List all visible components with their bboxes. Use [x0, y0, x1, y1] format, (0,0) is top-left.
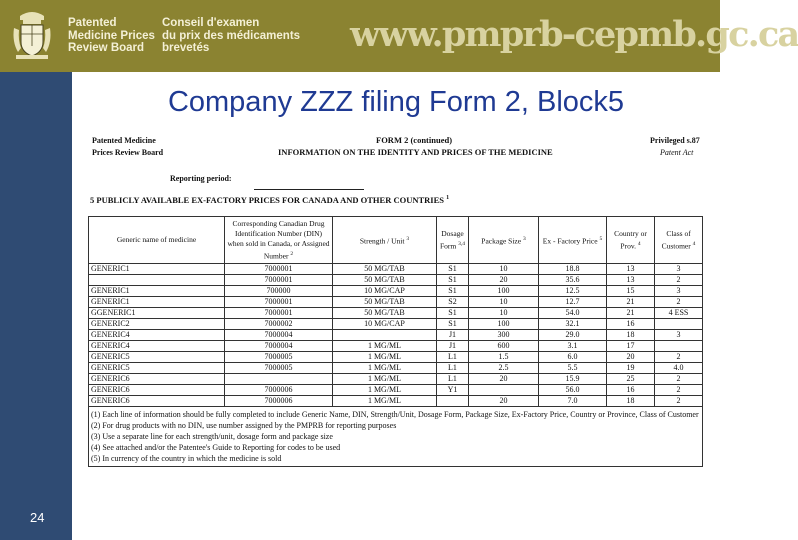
table-cell: 7000006: [225, 385, 333, 396]
table-cell: 3: [655, 286, 703, 297]
table-cell: L1: [437, 352, 469, 363]
table-cell: GENERIC4: [89, 341, 225, 352]
block-title-text: 5 PUBLICLY AVAILABLE EX-FACTORY PRICES FOR CANADA AND OTHER COUNTRIES: [90, 195, 445, 205]
column-header: [333, 217, 437, 264]
table-cell: 15.9: [539, 374, 607, 385]
column-header-label: Country or Prov.: [614, 228, 647, 251]
table-cell: 1 MG/ML: [333, 341, 437, 352]
column-header-footnote: 3,4: [458, 240, 465, 247]
table-cell: S1: [437, 286, 469, 297]
table-cell: 25: [607, 374, 655, 385]
table-cell: GENERIC2: [89, 319, 225, 330]
reporting-period-field: [254, 180, 364, 190]
table-cell: 7000004: [225, 330, 333, 341]
table-row: [89, 275, 703, 286]
table-row: [89, 319, 703, 330]
table-cell: 7000006: [225, 396, 333, 407]
table-cell: [225, 374, 333, 385]
column-header-footnote: 2: [290, 250, 294, 257]
table-row: [89, 396, 703, 407]
table-cell: 50 MG/TAB: [333, 297, 437, 308]
table-row: [89, 363, 703, 374]
form-title: FORM 2 (continued): [376, 135, 453, 145]
prices-table: [88, 216, 703, 467]
table-cell: 7000001: [225, 275, 333, 286]
left-sidebar-bar: [0, 72, 72, 540]
table-cell: [333, 330, 437, 341]
column-header-label: Strength / Unit: [359, 236, 405, 246]
table-cell: GENERIC4: [89, 330, 225, 341]
column-header: [607, 217, 655, 264]
table-cell: GENERIC6: [89, 385, 225, 396]
table-row: [89, 286, 703, 297]
slide-title: Company ZZZ filing Form 2, Block5: [167, 86, 625, 118]
column-header-label: Generic name of medicine: [116, 235, 197, 244]
table-cell: [469, 385, 539, 396]
table-row: [89, 352, 703, 363]
table-cell: 54.0: [539, 308, 607, 319]
table-cell: 4.0: [655, 363, 703, 374]
board-name-english: [68, 17, 155, 55]
table-cell: 16: [607, 385, 655, 396]
table-cell: 7000001: [225, 308, 333, 319]
table-cell: [89, 275, 225, 286]
table-cell: 18: [607, 396, 655, 407]
table-row: [89, 308, 703, 319]
table-cell: 13: [607, 264, 655, 275]
table-cell: 2: [655, 374, 703, 385]
table-cell: 1 MG/ML: [333, 352, 437, 363]
reporting-period-label: Reporting period:: [170, 174, 232, 183]
footnotes-row: [89, 407, 703, 467]
slide-number: 24: [30, 510, 45, 525]
table-cell: L1: [437, 374, 469, 385]
table-cell: 2: [655, 275, 703, 286]
table-row: [89, 330, 703, 341]
table-cell: 35.6: [539, 275, 607, 286]
table-cell: S1: [437, 319, 469, 330]
table-cell: 100: [469, 286, 539, 297]
table-row: [89, 264, 703, 275]
patent-act-note: Patent Act: [660, 148, 694, 157]
table-cell: 56.0: [539, 385, 607, 396]
table-cell: 18.8: [539, 264, 607, 275]
table-cell: L1: [437, 363, 469, 374]
column-header-footnote: 3: [406, 235, 410, 242]
table-cell: 29.0: [539, 330, 607, 341]
privileged-note: Privileged s.87: [650, 136, 700, 145]
table-cell: [437, 396, 469, 407]
table-cell: 32.1: [539, 319, 607, 330]
table-cell: 7000005: [225, 352, 333, 363]
block-title: [90, 195, 449, 205]
table-cell: GENERIC1: [89, 286, 225, 297]
column-header-label: Package Size: [481, 236, 522, 246]
table-cell: 7.0: [539, 396, 607, 407]
table-cell: 700000: [225, 286, 333, 297]
board-name-fr-line: du prix des médicaments: [162, 29, 301, 42]
table-cell: 17: [607, 341, 655, 352]
table-cell: 2: [655, 352, 703, 363]
column-header: [89, 217, 225, 264]
form-org-line: Prices Review Board: [92, 148, 164, 157]
table-cell: 15: [607, 286, 655, 297]
footnote: (5) In currency of the country in which the medicine is sold: [91, 454, 282, 463]
table-cell: 10: [469, 297, 539, 308]
column-header: [225, 217, 333, 264]
table-cell: 3: [655, 264, 703, 275]
table-cell: 20: [469, 275, 539, 286]
table-cell: 300: [469, 330, 539, 341]
table-row: [89, 374, 703, 385]
form-subtitle: INFORMATION ON THE IDENTITY AND PRICES OF THE MEDICINE: [278, 147, 553, 157]
table-cell: 3.1: [539, 341, 607, 352]
column-header-label: Ex - Factory Price: [542, 236, 598, 246]
table-cell: 2: [655, 396, 703, 407]
table-cell: 12.7: [539, 297, 607, 308]
table-cell: J1: [437, 341, 469, 352]
table-cell: 6.0: [539, 352, 607, 363]
table-cell: GENERIC6: [89, 396, 225, 407]
table-cell: 10 MG/CAP: [333, 319, 437, 330]
table-cell: 10 MG/CAP: [333, 286, 437, 297]
header-banner: [0, 0, 798, 72]
table-row: [89, 341, 703, 352]
column-header: [437, 217, 469, 264]
table-cell: 7000001: [225, 264, 333, 275]
column-header: [469, 217, 539, 264]
table-cell: GGENERIC1: [89, 308, 225, 319]
table-cell: GENERIC6: [89, 374, 225, 385]
table-cell: 7000004: [225, 341, 333, 352]
table-cell: 19: [607, 363, 655, 374]
footnote: (2) For drug products with no DIN, use number assigned by the PMPRB for reporting purposes: [91, 421, 397, 430]
table-cell: 2: [655, 385, 703, 396]
table-cell: 20: [469, 374, 539, 385]
board-name-french: [162, 17, 300, 55]
table-cell: GENERIC1: [89, 264, 225, 275]
table-cell: [655, 319, 703, 330]
table-cell: 7000001: [225, 297, 333, 308]
table-cell: 50 MG/TAB: [333, 275, 437, 286]
table-cell: S1: [437, 308, 469, 319]
footnote: (3) Use a separate line for each strength/unit, dosage form and package size: [91, 432, 333, 441]
table-cell: 1 MG/ML: [333, 363, 437, 374]
table-cell: 13: [607, 275, 655, 286]
column-header-footnote: 4: [637, 240, 641, 247]
table-cell: 100: [469, 319, 539, 330]
table-cell: 20: [607, 352, 655, 363]
table-cell: 3: [655, 330, 703, 341]
table-cell: 50 MG/TAB: [333, 308, 437, 319]
table-cell: 50 MG/TAB: [333, 264, 437, 275]
table-cell: 12.5: [539, 286, 607, 297]
table-cell: 1 MG/ML: [333, 385, 437, 396]
footnote: (4) See attached and/or the Patentee's Guide to Reporting for codes to be used: [91, 443, 341, 452]
form-2-scan: [86, 134, 706, 524]
table-cell: 2: [655, 297, 703, 308]
table-header-row: [89, 217, 703, 264]
board-name-en-line: Review Board: [68, 42, 145, 54]
board-name-en-line: Medicine Prices: [68, 29, 155, 42]
table-cell: 20: [469, 396, 539, 407]
table-cell: 10: [469, 264, 539, 275]
table-cell: 1 MG/ML: [333, 396, 437, 407]
table-cell: 21: [607, 297, 655, 308]
table-cell: 7000002: [225, 319, 333, 330]
table-cell: Y1: [437, 385, 469, 396]
table-cell: 10: [469, 308, 539, 319]
board-name-fr-line: brevetés: [162, 42, 210, 54]
board-name-fr-line: Conseil d'examen: [162, 17, 260, 29]
website-url: www.pmprb-cepmb.gc.ca: [350, 14, 798, 55]
form-org-line: Patented Medicine: [92, 136, 156, 145]
table-cell: 2.5: [469, 363, 539, 374]
footnotes-cell: [89, 407, 703, 467]
footnote: (1) Each line of information should be fully completed to include Generic Name, DIN, Strength/Unit, Dosage Form, Package Size, Ex-Factory Price, Country or Province, Class of Customer: [91, 410, 699, 419]
column-header-footnote: 3: [522, 235, 526, 242]
column-header-label: Dosage Form: [439, 228, 464, 251]
block-title-footnote: 1: [446, 195, 450, 202]
column-header: [655, 217, 703, 264]
table-cell: 7000005: [225, 363, 333, 374]
table-cell: S1: [437, 275, 469, 286]
table-cell: 16: [607, 319, 655, 330]
table-cell: J1: [437, 330, 469, 341]
table-cell: 1.5: [469, 352, 539, 363]
table-cell: [655, 341, 703, 352]
table-cell: GENERIC5: [89, 363, 225, 374]
table-cell: S1: [437, 264, 469, 275]
column-header-footnote: 4: [692, 240, 696, 247]
column-header: [539, 217, 607, 264]
column-header-footnote: 5: [599, 235, 603, 242]
table-cell: GENERIC1: [89, 297, 225, 308]
table-cell: S2: [437, 297, 469, 308]
table-cell: 4 ESS: [655, 308, 703, 319]
table-cell: 1 MG/ML: [333, 374, 437, 385]
table-cell: 600: [469, 341, 539, 352]
table-row: [89, 297, 703, 308]
table-cell: 21: [607, 308, 655, 319]
board-name-en-line: Patented: [68, 17, 117, 29]
coat-of-arms-icon: [10, 8, 54, 62]
table-cell: 5.5: [539, 363, 607, 374]
column-header-label: Corresponding Canadian Drug Identification Number (DIN) when sold in Canada, or Assigned Number: [227, 218, 330, 261]
table-row: [89, 385, 703, 396]
table-cell: 18: [607, 330, 655, 341]
column-header-label: Class of Customer: [661, 228, 691, 251]
table-cell: GENERIC5: [89, 352, 225, 363]
